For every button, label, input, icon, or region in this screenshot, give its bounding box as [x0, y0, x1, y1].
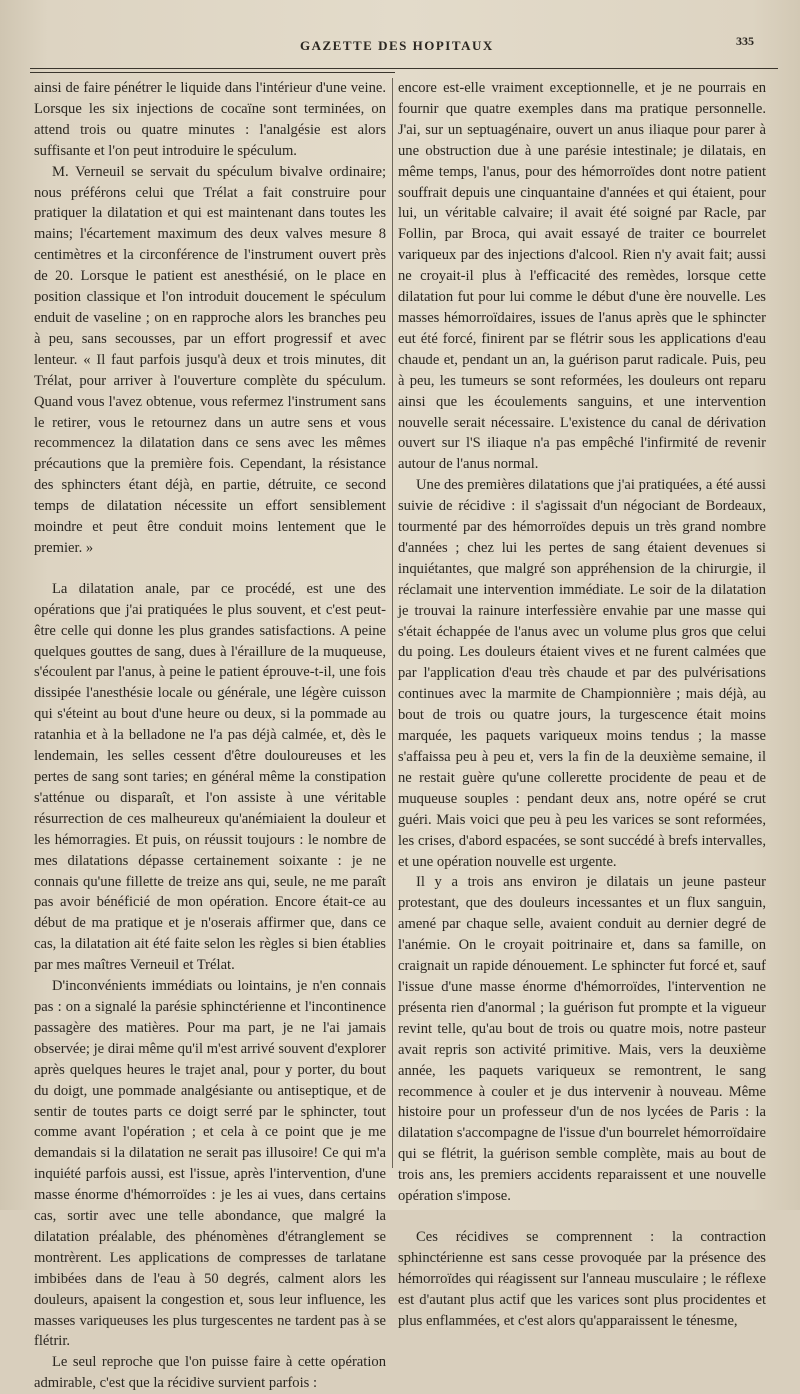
paragraph: La dilatation anale, par ce procédé, est une des opérations que j'ai pratiquées le plus souvent, et c'est peut-être celle qui donne les plus grandes satisfactions. A peine quelques gouttes de sang, dues à l'éraillure de la muqueuse, s'écoulent par l'anus, à peine le patient éprouve-t-il, une fois dissipée l'anesthésie locale ou générale, une légère cuisson qui s'éteint au bout d'une heure ou deux, si la pommade au ratanhia et à la belladone ne l'a pas déjà calmée, et, dès le lendemain, les selles cessent d'être douloureuses et les pertes de sang sont taries; en général même la constipation s'atténue ou disparaît, et l'on assiste à une véritable résurrection de ces malheureux qu'anémiaient la douleur et les hémorragies. Et puis, on réussit toujours : le nombre de mes dilatations dépasse certainement soixante : je ne connais qu'une fillette de treize ans qui, seule, ne me paraît pas avoir bénéficié de mon opération. Encore était-ce au début de ma pratique et je n'oserais affirmer que, dans ce cas, la dilatation ait été faite selon les règles si bien établies par mes maîtres Verneuil et Trélat. — [34, 580, 386, 974]
page-header — [0, 34, 800, 58]
paragraph: ainsi de faire pénétrer le liquide dans l'intérieur d'une veine. Lorsque les six injections de cocaïne sont terminées, on attend trois ou quatre minutes : l'analgésie est alors suffisante et l'on peut introduire le spéculum. — [34, 80, 386, 159]
header-rule-secondary — [30, 72, 395, 73]
paragraph: M. Verneuil se servait du spéculum bivalve ordinaire; nous préférons celui que Trélat a fait construire pour pratiquer la dilatation et qui est maintenant dans toutes les mains; l'écartement maximum des deux valves mesure 8 centimètres et la circonférence de l'instrument ouvert près de 20. Lorsque le patient est anesthésié, on le place en position classique et l'on introduit doucement le spéculum enduit de vaseline ; on en rapproche alors les branches peu à peu, sans secousses, par un effort progressif et avec lenteur. « Il faut parfois jusqu'à deux et trois minutes, dit Trélat, pour arriver à l'ouverture complète du spéculum. Quand vous l'avez obtenue, vous refermez l'instrument sans le retirer, vous le retournez dans un autre sens et vous recommencez la dilatation dans ce sens avec les mêmes précautions que la première fois. Cependant, la résistance des sphincters étant déjà, en partie, détruite, ce second temps de dilatation nécessite un effort sensiblement moindre et peut être conduit moins lentement que le premier. » — [34, 163, 386, 556]
paragraph: Il y a trois ans environ je dilatais un jeune pasteur protestant, que des douleurs incessantes et un flux sanguin, amené par chaque selle, avaient conduit au dernier degré de l'anémie. On le croyait poitrinaire et, dans sa famille, on craignait un rapide dénouement. Le sphincter fut forcé et, sauf l'issue d'une masse énorme d'hémorroïdes, l'intervention ne présenta rien d'anormal ; la guérison fut prompte et la vigueur revint telle, qu'au bout de trois ou quatre mois, notre pasteur avait repris son activité primitive. Mais, vers la deuxième année, les paquets variqueux se remontrent, le sang recommence à couler et je dus intervenir à nouveau. Même histoire pour un professeur d'un de nos lycées de Paris : la dilatation s'accompagne de l'issue d'un bourrelet hémorroïdaire qui se flétrit, la guérison semble complète, mais au bout de trois ans, les premiers accidents reparaissent et une nouvelle opération s'impose. — [398, 874, 766, 1205]
right-column — [398, 78, 766, 1331]
page-number: 335 — [736, 34, 754, 48]
paragraph: Le seul reproche que l'on puisse faire à cette opération admirable, c'est que la récidive survient parfois : — [34, 1354, 386, 1392]
header-rule — [30, 68, 778, 69]
running-head: GAZETTE DES HOPITAUX — [300, 38, 494, 53]
paragraph: D'inconvénients immédiats ou lointains, je n'en connais pas : on a signalé la parésie sphinctérienne et l'incontinence passagère des matières. Pour ma part, je ne l'ai jamais observée; je dirai même qu'il m'est arrivé souvent d'explorer après quelques heures le trajet anal, pour y porter, du bout du doigt, une pommade analgésiante ou antiseptique, et de sentir de toutes parts ce doigt serré par le sphincter, tout comme avant l'opération ; et cela à ce point que je me demandais si la dilatation ne serait pas illusoire! Ce qui m'a inquiété parfois aussi, est l'issue, après l'intervention, d'une masse énorme d'hémorroïdes : je les ai vues, dans certains cas, sortir avec une telle abondance, que malgré la dilatation préalable, des phénomènes d'étranglement se montrèrent. Les applications de compresses de tarlatane imbibées dans de l'eau à 50 degrés, calment alors les douleurs, apaisent la congestion et, sous leur influence, les masses variqueuses les plus turgescentes ne tardent pas à se flétrir. — [34, 978, 386, 1350]
column-divider — [392, 78, 393, 1168]
paragraph: encore est-elle vraiment exceptionnelle, et je ne pourrais en fournir que quatre exemples dans ma pratique personnelle. J'ai, sur un septuagénaire, ouvert un anus iliaque pour parer à une obstruction due à une parésie intestinale; je dilatais, en même temps, l'anus, pour des hémorroïdes dont notre patient souffrait depuis une cinquantaine d'années et qui étaient, pour lui, un véritable calvaire; il avait été soigné par Racle, par Follin, par Broca, qui avait essayé de traiter ce bourrelet variqueux par des injections d'alcool. Rien n'y avait fait; aussi ne croyait-il plus à l'efficacité des remèdes, lorsque cette dilatation fut pour lui comme le début d'une ère nouvelle. Les masses hémorroïdaires, issues de l'anus après que le sphincter eut été forcé, finirent par se flétrir sous les applications d'eau chaude et, pendant un an, la guérison parut radicale. Puis, peu à peu, les tumeurs se sont reformées, les douleurs ont reparu ainsi que les écoulements sanguins, et une intervention nouvelle serait nécessaire. L'existence du canal de dérivation ouvert sur l'S iliaque n'a pas empêché l'infirmité de revenir autour de l'anus normal. — [398, 80, 766, 473]
paragraph: Une des premières dilatations que j'ai pratiquées, a été aussi suivie de récidive : il s'agissait d'un négociant de Bordeaux, tourmenté par des hémorroïdes depuis un très grand nombre d'années ; chez lui les pertes de sang étaient devenues si inquiétantes, que malgré son appréhension de la chirurgie, il réclamait une intervention immédiate. Le soir de la dilatation je trouvai la rainure interfessière envahie par une masse qui s'était échappée de l'anus avec un volume plus gros que celui du poing. Les douleurs étaient vives et ne furent calmées que par l'application d'eau très chaude et par des pulvérisations continues avec la marmite de Championnière ; mais déjà, au bout de trois ou quatre jours, la turgescence était moins marquée, les paquets variqueux moins tendus ; la masse s'affaissa peu à peu et, vers la fin de la deuxième semaine, il ne restait guère qu'une collerette procidente de peau et de muqueuse souples : pendant deux ans, notre opéré se crut guéri. Mais voici que peu à peu les varices se sont reformées, les crises, d'abord espacées, se sont succédé à brefs intervalles, et une opération nouvelle est urgente. — [398, 477, 766, 870]
left-column — [34, 78, 386, 1394]
paragraph: Ces récidives se comprennent : la contraction sphinctérienne est sans cesse provoquée par la présence des hémorroïdes qui réagissent sur l'anneau musculaire ; le réflexe est d'autant plus actif que les varices sont plus procidentes et plus enflammées, et c'est alors qu'apparaissent le ténesme, — [398, 1228, 766, 1329]
